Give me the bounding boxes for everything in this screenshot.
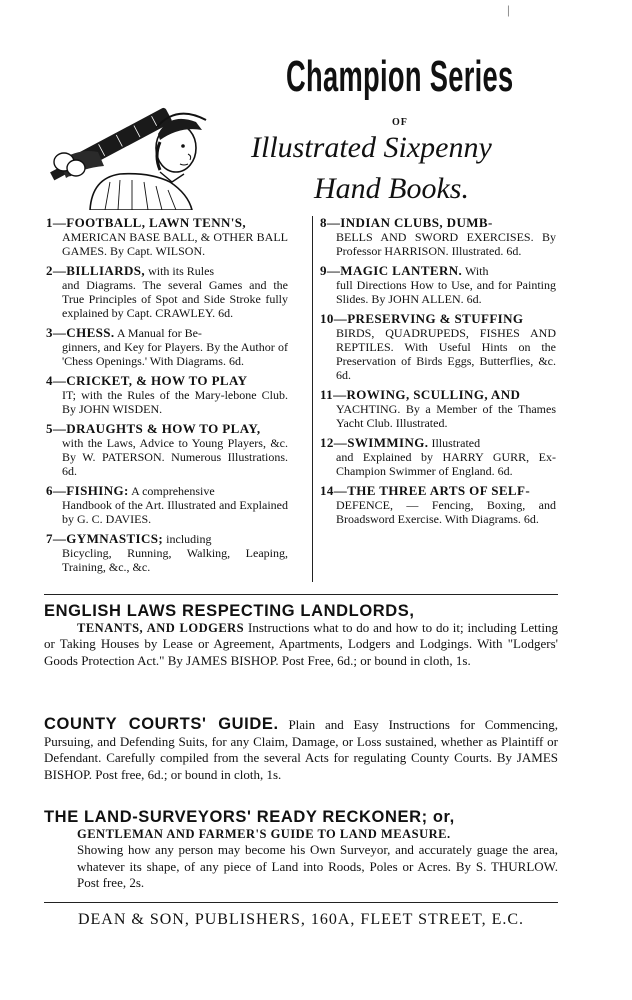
book-entry bbox=[320, 484, 556, 526]
book-description: full Directions How to Use, and for Painting Slides. By JOHN ALLEN. 6d. bbox=[336, 278, 556, 306]
section-body bbox=[44, 716, 558, 783]
book-description: Handbook of the Art. Illustrated and Explained by G. C. DAVIES. bbox=[62, 498, 288, 526]
book-description: AMERICAN BASE BALL, & OTHER BALL GAMES. By Capt. WILSON. bbox=[62, 230, 288, 258]
book-entry bbox=[46, 374, 288, 416]
book-entry bbox=[46, 532, 288, 574]
book-title: 12—SWIMMING. bbox=[320, 435, 429, 450]
book-description-start: Illustrated bbox=[428, 436, 481, 450]
book-description: DEFENCE, — Fencing, Boxing, and Broadsword Exercise. With Diagrams. 6d. bbox=[336, 498, 556, 526]
section-title: COUNTY COURTS' GUIDE. bbox=[44, 715, 279, 733]
section-subtitle: TENANTS, AND LODGERS bbox=[77, 620, 245, 635]
corner-mark: | bbox=[507, 2, 510, 17]
book-description: and Diagrams. The several Games and the True Principles of Spot and Side Stroke fully explained by Capt. CRAWLEY. 6d. bbox=[62, 278, 288, 320]
book-title: 2—BILLIARDS, bbox=[46, 263, 146, 278]
section-subtitle: GENTLEMAN AND FARMER'S GUIDE TO LAND MEASURE. bbox=[77, 826, 451, 841]
footer-rule bbox=[44, 902, 558, 903]
book-description-start: A Manual for Be- bbox=[114, 326, 202, 340]
book-entry bbox=[46, 216, 288, 258]
book-description: Bicycling, Running, Walking, Leaping, Training, &c., &c. bbox=[62, 546, 288, 574]
book-entry bbox=[320, 216, 556, 258]
book-description-start: with its Rules bbox=[145, 264, 215, 278]
book-description-start: A comprehensive bbox=[128, 484, 215, 498]
book-entry bbox=[46, 422, 288, 478]
book-description: with the Laws, Advice to Young Players, &c. By W. PATERSON. Numerous Illustrations. 6d. bbox=[62, 436, 288, 478]
subtitle-line-2: Hand Books. bbox=[314, 172, 469, 205]
book-title: 3—CHESS. bbox=[46, 325, 115, 340]
book-description: BELLS AND SWORD EXERCISES. By Professor HARRISON. Illustrated. 6d. bbox=[336, 230, 556, 258]
book-description: ginners, and Key for Players. By the Author of 'Chess Openings.' With Diagrams. 6d. bbox=[62, 340, 288, 368]
book-title: 8—INDIAN CLUBS, DUMB- bbox=[320, 215, 493, 230]
county-courts-section bbox=[44, 716, 558, 783]
book-title: 7—GYMNASTICS; bbox=[46, 531, 164, 546]
book-entry bbox=[320, 312, 556, 382]
section-title: THE LAND-SURVEYORS' READY RECKONER; or, bbox=[44, 808, 455, 826]
land-surveyors-section bbox=[44, 809, 558, 892]
book-entry bbox=[320, 264, 556, 306]
cricketer-illustration bbox=[20, 82, 230, 210]
books-right-column bbox=[320, 216, 556, 532]
books-left-column bbox=[46, 216, 288, 580]
section-text: Showing how any person may become his Own Surveyor, and accurately guage the area, whatever its shape, of any piece of Land into Roods, Poles or Acres. By S. THURLOW. Post free, 2s. bbox=[77, 842, 558, 890]
book-entry bbox=[46, 264, 288, 320]
book-entry bbox=[320, 436, 556, 478]
book-title: 1—FOOTBALL, LAWN TENN'S, bbox=[46, 215, 247, 230]
book-entry bbox=[46, 484, 288, 526]
subtitle-line-1: Illustrated Sixpenny bbox=[251, 131, 492, 164]
book-title: 10—PRESERVING & STUFFING bbox=[320, 311, 524, 326]
section-rule bbox=[44, 594, 558, 595]
book-title: 6—FISHING: bbox=[46, 483, 129, 498]
publisher-footer: DEAN & SON, PUBLISHERS, 160A, FLEET STREET, E.C. bbox=[77, 911, 525, 928]
book-description: BIRDS, QUADRUPEDS, FISHES AND REPTILES. With Useful Hints on the Preservation of Birds Eggs, Butterflies, &c. 6d. bbox=[336, 326, 556, 382]
title-of: OF bbox=[392, 117, 408, 128]
book-description-start: including bbox=[163, 532, 212, 546]
landlords-section bbox=[44, 603, 558, 669]
section-title: ENGLISH LAWS RESPECTING LANDLORDS, bbox=[44, 602, 415, 620]
book-title: 14—THE THREE ARTS OF SELF- bbox=[320, 483, 531, 498]
book-description-start: With bbox=[462, 264, 489, 278]
section-text: Instructions what to do and how to do it; including Letting or Taking Houses by Lease or Agreement, Apartments, Lodgers and Lodgings. With "Lodgers' Goods Protection Act." By JAMES BISHOP. Post Free, 6d.; or bound in cloth, 1s. bbox=[44, 619, 558, 668]
book-description: YACHTING. By a Member of the Thames Yacht Club. Illustrated. bbox=[336, 402, 556, 430]
book-title: 9—MAGIC LANTERN. bbox=[320, 263, 463, 278]
book-title: 5—DRAUGHTS & HOW TO PLAY, bbox=[46, 421, 261, 436]
book-title: 4—CRICKET, & HOW TO PLAY bbox=[46, 373, 248, 388]
book-title: 11—ROWING, SCULLING, AND bbox=[320, 387, 521, 402]
section-text: Plain and Easy Instructions for Commencing, Pursuing, and Defending Suits, for any Claim, Damage, or Loss sustained, whether as Plaintiff or Defendant. Carefully compiled from the several Acts for regulating County Courts. By JAMES BISHOP. Post free, 6d.; or bound in cloth, 1s. bbox=[44, 717, 558, 782]
section-body bbox=[44, 620, 558, 670]
column-divider bbox=[312, 216, 313, 582]
book-description: and Explained by HARRY GURR, Ex-Champion Swimmer of England. 6d. bbox=[336, 450, 556, 478]
book-entry bbox=[46, 326, 288, 368]
book-entry bbox=[320, 388, 556, 430]
book-description: IT; with the Rules of the Mary-lebone Club. By JOHN WISDEN. bbox=[62, 388, 288, 416]
series-title: Champion Series bbox=[286, 52, 514, 101]
